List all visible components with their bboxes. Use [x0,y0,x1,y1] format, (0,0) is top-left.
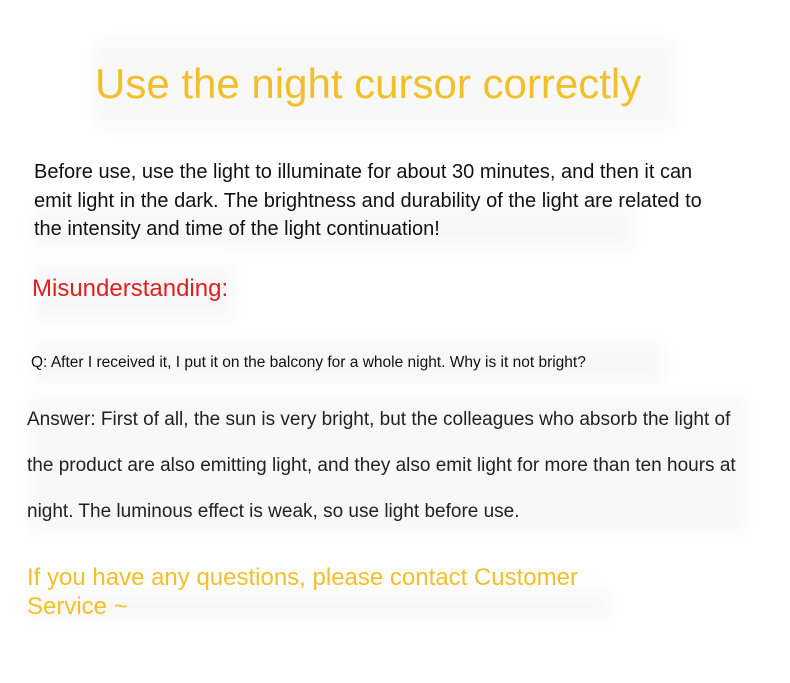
faq-answer: Answer: First of all, the sun is very bright, but the colleagues who absorb the light of the product are also emitting light, and they also emit light for more than ten hours at night. The luminous effect is weak, so use light before use. [27,409,736,522]
misunderstanding-heading: Misunderstanding: [32,275,229,302]
page-title: Use the night cursor correctly [95,60,642,107]
intro-paragraph: Before use, use the light to illuminate for about 30 minutes, and then it can emit light in the dark. The brightness and durability of the light are related to the intensity and time of the light continuation! [34,161,702,240]
contact-customer-service: If you have any questions, please contact Customer Service ~ [27,564,578,620]
faq-question: Q: After I received it, I put it on the balcony for a whole night. Why is it not bright? [31,354,586,371]
